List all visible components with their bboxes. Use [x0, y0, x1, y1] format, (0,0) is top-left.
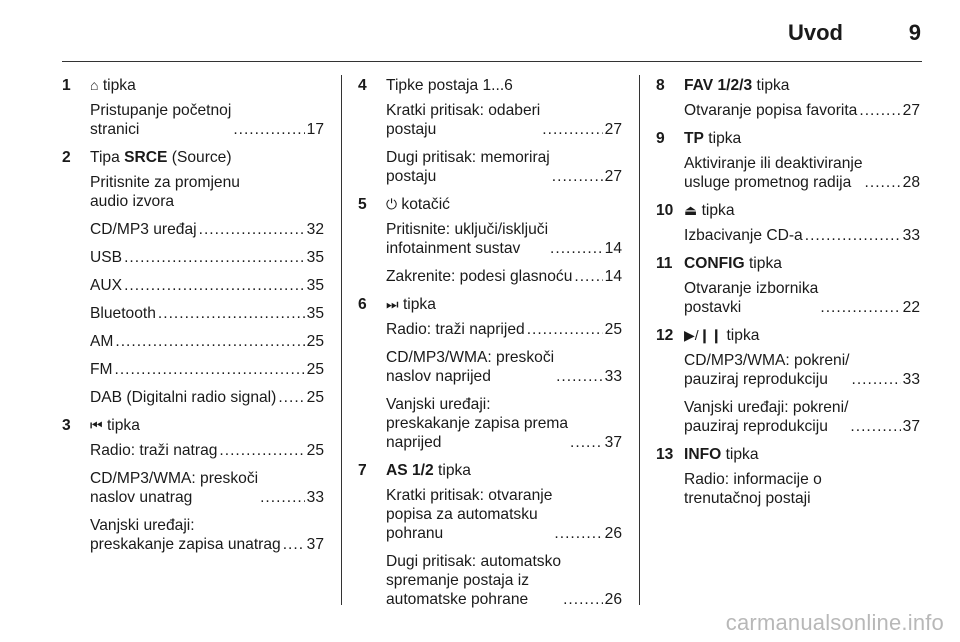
item-heading: ⏭ tipka — [386, 296, 436, 313]
item-heading: AS 1/2 tipka — [386, 462, 471, 479]
toc-entry[interactable]: Vanjski uređaji: pokreni/ pauziraj reprodukciju ..... 37 — [684, 398, 920, 436]
item-1 — [62, 76, 324, 139]
power-icon: ⏻ — [386, 196, 398, 212]
item-description: Pritisnite za promjenu audio izvora — [90, 174, 240, 210]
item-number: 8 — [656, 77, 665, 94]
item-number: 2 — [62, 149, 71, 166]
watermark: carmanualsonline.info — [725, 610, 944, 635]
item-heading: ▶/❙❙ tipka — [684, 327, 760, 344]
toc-entry[interactable]: Otvaranje izbornika postavki ..... 22 — [684, 279, 920, 317]
toc-entry[interactable]: Otvaranje popisa favorita ..... 27 — [684, 101, 920, 120]
toc-entry[interactable]: Kratki pritisak: otvaranje popisa za automatsku pohranu ..... 26 — [386, 486, 622, 543]
item-12 — [656, 326, 920, 436]
toc-entry[interactable]: CD/MP3/WMA: pokreni/ pauziraj reprodukciju ..... 33 — [684, 351, 920, 389]
header-rule — [62, 61, 922, 62]
eject-icon: ⏏ — [684, 202, 698, 218]
toc-entry[interactable]: AUX ..... 35 — [90, 276, 324, 295]
toc-entry[interactable]: CD/MP3 uređaj ..... 32 — [90, 220, 324, 239]
item-6 — [358, 295, 622, 452]
item-heading: Tipke postaja 1...6 — [386, 77, 513, 94]
item-description: Radio: informacije o trenutačnoj postaji — [684, 471, 822, 507]
seek-forward-icon: ⏭ — [386, 296, 399, 312]
toc-entry[interactable]: Bluetooth ..... 35 — [90, 304, 324, 323]
item-number: 1 — [62, 77, 71, 94]
toc-entry[interactable]: DAB (Digitalni radio signal) ..... 25 — [90, 388, 324, 407]
item-number: 4 — [358, 77, 367, 94]
item-13 — [656, 445, 920, 508]
play-pause-icon: ▶/❙❙ — [684, 327, 723, 343]
item-number: 10 — [656, 202, 674, 219]
seek-back-icon: ⏮ — [90, 417, 103, 433]
item-number: 6 — [358, 296, 367, 313]
item-number: 9 — [656, 130, 665, 147]
toc-entry[interactable]: Dugi pritisak: memoriraj postaju ..... 27 — [386, 148, 622, 186]
column-divider-1 — [341, 75, 342, 605]
toc-entry[interactable]: USB ..... 35 — [90, 248, 324, 267]
toc-entry[interactable]: FM ..... 25 — [90, 360, 324, 379]
item-2 — [62, 148, 324, 407]
toc-entry[interactable]: Izbacivanje CD-a ..... 33 — [684, 226, 920, 245]
toc-entry[interactable]: AM ..... 25 — [90, 332, 324, 351]
item-heading: ⌂ tipka — [90, 77, 136, 94]
toc-entry[interactable]: CD/MP3/WMA: preskoči naslov unatrag ..... 33 — [90, 469, 324, 507]
item-number: 11 — [656, 255, 673, 272]
page-title: Uvod — [788, 20, 843, 45]
item-number: 7 — [358, 462, 367, 479]
item-number: 12 — [656, 327, 674, 344]
toc-entry[interactable]: Dugi pritisak: automatsko spremanje postaja iz automatske pohrane ..... 26 — [386, 552, 622, 609]
toc-entry[interactable]: Vanjski uređaji: preskakanje zapisa unatrag ..... 37 — [90, 516, 324, 554]
item-heading: ⏻ kotačić — [386, 196, 450, 213]
item-heading: TP tipka — [684, 130, 742, 147]
toc-entry[interactable]: Kratki pritisak: odaberi postaju ..... 27 — [386, 101, 622, 139]
column-divider-2 — [639, 75, 640, 605]
item-heading: Tipa SRCE (Source) — [90, 149, 232, 166]
item-heading: INFO tipka — [684, 446, 759, 463]
item-heading: FAV 1/2/3 tipka — [684, 77, 790, 94]
item-number: 3 — [62, 417, 71, 434]
item-heading: CONFIG tipka — [684, 255, 782, 272]
item-11 — [656, 254, 920, 317]
item-10 — [656, 201, 920, 245]
page-header — [0, 14, 960, 54]
page-number: 9 — [908, 20, 921, 45]
column-1 — [62, 76, 324, 563]
item-5 — [358, 195, 622, 286]
toc-entry[interactable]: Radio: traži naprijed ..... 25 — [386, 320, 622, 339]
item-number: 13 — [656, 446, 674, 463]
toc-entry[interactable]: Radio: traži natrag ..... 25 — [90, 441, 324, 460]
toc-entry[interactable]: Aktiviranje ili deaktiviranje usluge prometnog radija ..... 28 — [684, 154, 920, 192]
toc-entry[interactable]: Vanjski uređaji: preskakanje zapisa prema naprijed ..... 37 — [386, 395, 622, 452]
toc-entry[interactable]: Zakrenite: podesi glasnoću ..... 14 — [386, 267, 622, 286]
toc-entry[interactable]: CD/MP3/WMA: preskoči naslov naprijed ..... 33 — [386, 348, 622, 386]
item-3 — [62, 416, 324, 554]
column-2 — [358, 76, 622, 618]
column-3 — [656, 76, 920, 517]
item-heading: ⏮ tipka — [90, 417, 140, 434]
item-9 — [656, 129, 920, 192]
item-4 — [358, 76, 622, 186]
item-number: 5 — [358, 196, 367, 213]
toc-entry[interactable]: Pristupanje početnoj stranici ..... 17 — [90, 101, 324, 139]
item-7 — [358, 461, 622, 609]
home-icon: ⌂ — [90, 77, 99, 93]
item-heading: ⏏ tipka — [684, 202, 735, 219]
toc-entry[interactable]: Pritisnite: uključi/isključi infotainment sustav ..... 14 — [386, 220, 622, 258]
item-8 — [656, 76, 920, 120]
